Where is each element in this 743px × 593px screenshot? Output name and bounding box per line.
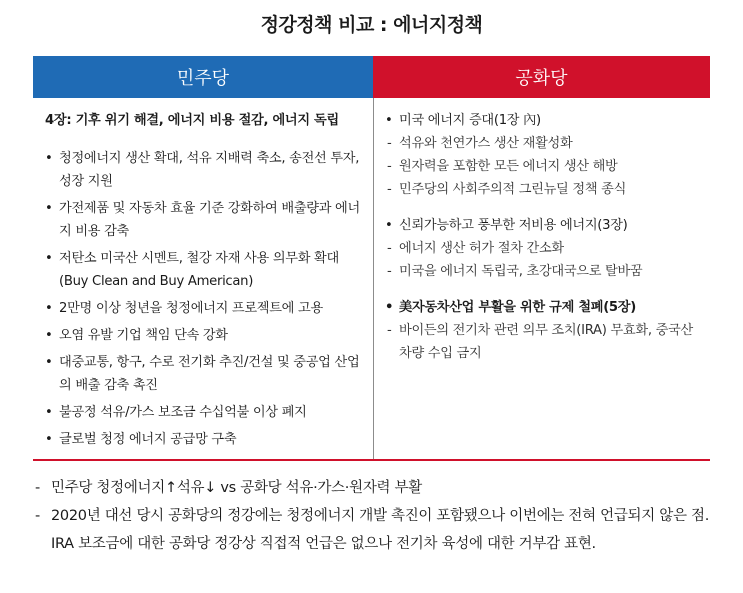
democrat-item: • 글로벌 청정 에너지 공급망 구축 xyxy=(45,428,365,451)
democrat-heading: 4장: 기후 위기 해결, 에너지 비용 절감, 에너지 독립 xyxy=(45,113,339,128)
democrat-column xyxy=(45,109,365,455)
column-divider xyxy=(373,98,374,460)
republican-column xyxy=(385,109,705,378)
page-title: 정강정책 비교 : 에너지정책 xyxy=(260,14,483,36)
republican-header: 공화당 xyxy=(373,56,710,98)
summary-notes xyxy=(33,474,723,558)
table-bottom-line xyxy=(33,459,710,461)
democrat-item: • 가전제품 및 자동차 효율 기준 강화하여 배출량과 에너지 비용 감축 xyxy=(45,197,365,243)
republican-group xyxy=(385,109,705,201)
democrat-item: • 청정에너지 생산 확대, 석유 지배력 축소, 송전선 투자, 성장 지원 xyxy=(45,147,365,193)
republican-item: - 미국을 에너지 독립국, 초강대국으로 탈바꿈 xyxy=(385,260,705,283)
republican-group xyxy=(385,296,705,365)
republican-group xyxy=(385,214,705,283)
democrat-item: • 2만명 이상 청년을 청정에너지 프로젝트에 고용 xyxy=(45,297,365,320)
republican-item: - 에너지 생산 허가 절차 간소화 xyxy=(385,237,705,260)
republican-group-heading: • 美자동차산업 부활을 위한 규제 철폐(5장) xyxy=(385,296,705,319)
republican-item: - 민주당의 사회주의적 그린뉴딜 정책 종식 xyxy=(385,178,705,201)
republican-group-heading: • 신뢰가능하고 풍부한 저비용 에너지(3장) xyxy=(385,214,705,237)
republican-item: - 석유와 천연가스 생산 재활성화 xyxy=(385,132,705,155)
republican-item: - 바이든의 전기차 관련 의무 조치(IRA) 무효화, 중국산 차량 수입 금지 xyxy=(385,319,705,365)
democrat-header: 민주당 xyxy=(33,56,373,98)
democrat-item: • 불공정 석유/가스 보조금 수십억불 이상 폐지 xyxy=(45,401,365,424)
democrat-item: • 오염 유발 기업 책임 단속 강화 xyxy=(45,324,365,347)
republican-item: - 원자력을 포함한 모든 에너지 생산 해방 xyxy=(385,155,705,178)
comparison-table xyxy=(33,56,710,460)
republican-group-heading: • 미국 에너지 증대(1장 內) xyxy=(385,109,705,132)
democrat-item: • 저탄소 미국산 시멘트, 철강 자재 사용 의무화 확대(Buy Clean and Buy American) xyxy=(45,247,365,293)
democrat-item: • 대중교통, 항구, 수로 전기화 추진/건설 및 중공업 산업의 배출 감축 촉진 xyxy=(45,351,365,397)
summary-note: - 2020년 대선 당시 공화당의 정강에는 청정에너지 개발 촉진이 포함됐으나 이번에는 전혀 언급되지 않은 점. IRA 보조금에 대한 공화당 정강상 직접적 언급은 없으나 전기차 육성에 대한 거부감 표현. xyxy=(33,502,723,558)
summary-note: - 민주당 청정에너지↑석유↓ vs 공화당 석유·가스·원자력 부활 xyxy=(33,474,723,502)
